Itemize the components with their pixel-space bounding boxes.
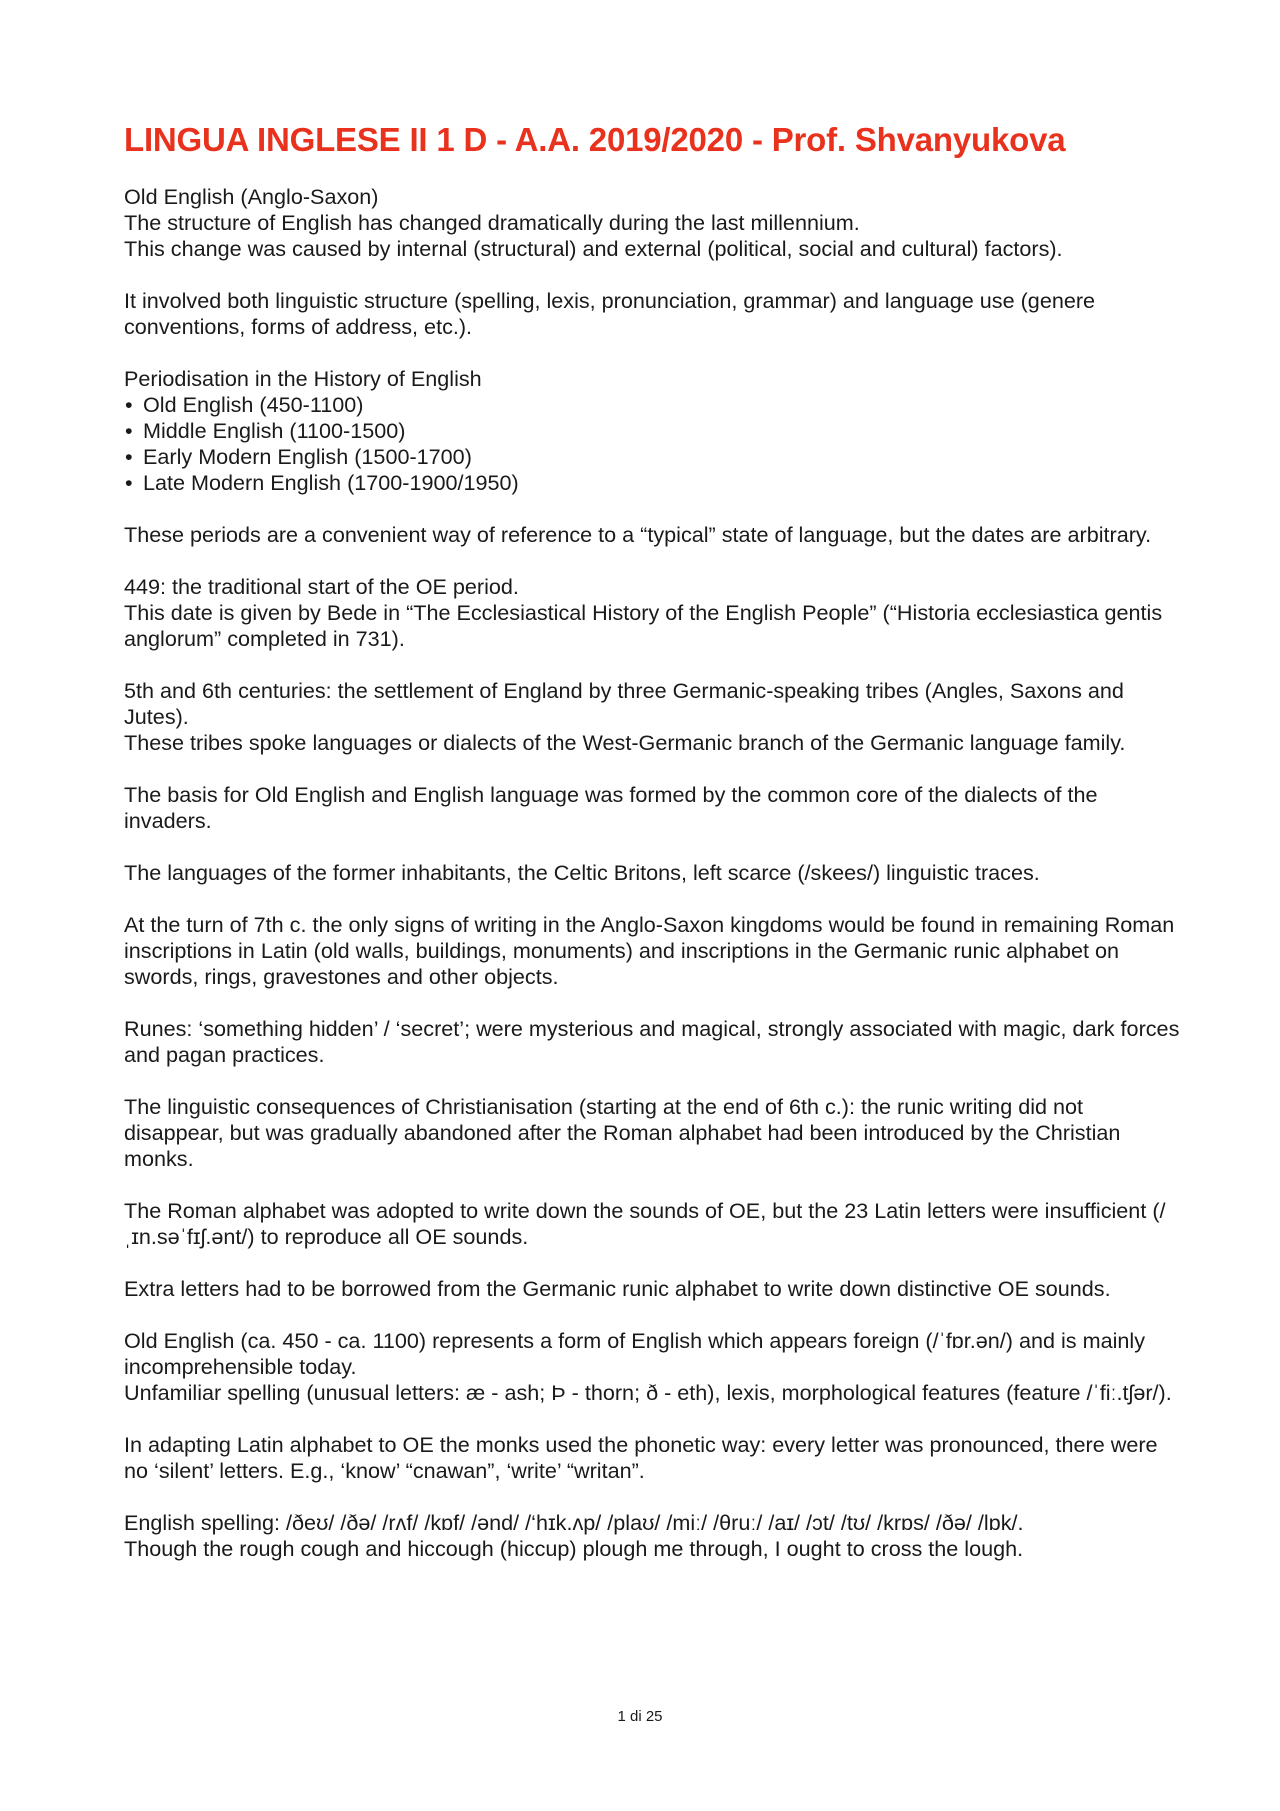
paragraph [124,1198,1184,1250]
paragraph [124,1016,1184,1068]
paragraph [124,860,1184,886]
page-number: 1 di 25 [617,1708,663,1725]
text-line: Old English (Anglo-Saxon) [124,183,379,209]
text-line: Runes: ‘something hidden’ / ‘secret’; were mysterious and magical, strongly associated with magic, dark forces and pagan practices. [124,1015,1180,1067]
period-item [124,392,1184,418]
period-list [124,392,1184,496]
period-label: Old English (450-1100) [143,391,364,417]
period-label: Late Modern English (1700-1900/1950) [143,469,519,495]
paragraph [124,288,1184,340]
text-line: These tribes spoke languages or dialects of the West-Germanic branch of the Germanic language family. [124,729,1126,755]
text-line: Though the rough cough and hiccough (hiccup) plough me through, I ought to cross the lough. [124,1535,1024,1561]
intro-section [124,184,1184,340]
text-line: This date is given by Bede in “The Ecclesiastical History of the English People” (“Historia ecclesiastica gentis anglorum” completed in 731). [124,599,1163,651]
paragraph [124,574,1184,652]
text-line: 5th and 6th centuries: the settlement of England by three Germanic-speaking tribes (Angles, Saxons and Jutes). [124,677,1124,729]
text-line: The languages of the former inhabitants, the Celtic Britons, left scarce (/skees/) linguistic traces. [124,859,1040,885]
text-line: These periods are a convenient way of reference to a “typical” state of language, but the dates are arbitrary. [124,521,1152,547]
text-line: This change was caused by internal (structural) and external (political, social and cultural) factors). [124,235,1063,261]
document-title: LINGUA INGLESE II 1 D - A.A. 2019/2020 - Prof. Shvanyukova [124,121,1066,158]
paragraph [124,1432,1184,1484]
text-line: It involved both linguistic structure (spelling, lexis, pronunciation, grammar) and language use (genere conventions, forms of address, etc.). [124,287,1096,339]
bullet-icon: • [125,443,133,469]
document-page [124,120,1184,1588]
paragraph [124,912,1184,990]
text-line: Extra letters had to be borrowed from the Germanic runic alphabet to write down distinctive OE sounds. [124,1275,1111,1301]
paragraph [124,678,1184,756]
periodisation-heading: Periodisation in the History of English [124,365,482,391]
body-section [124,522,1184,1562]
bullet-icon: • [125,469,133,495]
paragraph [124,1094,1184,1172]
period-label: Early Modern English (1500-1700) [143,443,472,469]
text-line: Unfamiliar spelling (unusual letters: æ - ash; Þ - thorn; ð - eth), lexis, morphological features (feature /ˈfiː.tʃər/). [124,1379,1172,1405]
bullet-icon: • [125,391,133,417]
text-line: The basis for Old English and English language was formed by the common core of the dialects of the invaders. [124,781,1098,833]
period-item [124,470,1184,496]
paragraph [124,1328,1184,1406]
text-line: The structure of English has changed dramatically during the last millennium. [124,209,860,235]
period-item [124,418,1184,444]
period-label: Middle English (1100-1500) [143,417,406,443]
paragraph [124,184,1184,262]
text-line: At the turn of 7th c. the only signs of writing in the Anglo-Saxon kingdoms would be found in remaining Roman inscriptions in Latin (old walls, buildings, monuments) and inscriptions in the Germanic runic alphabet on swords, rings, gravestones and other objects. [124,911,1175,989]
paragraph [124,1510,1184,1562]
text-line: Old English (ca. 450 - ca. 1100) represents a form of English which appears foreign (/ˈfɒr.ən/) and is mainly incomprehensible today. [124,1327,1145,1379]
text-line: The Roman alphabet was adopted to write down the sounds of OE, but the 23 Latin letters were insufficient (/ˌɪn.səˈfɪʃ.ənt/) to reproduce all OE sounds. [124,1197,1166,1249]
paragraph [124,1276,1184,1302]
bullet-icon: • [125,417,133,443]
paragraph [124,522,1184,548]
text-line: The linguistic consequences of Christianisation (starting at the end of 6th c.): the runic writing did not disappear, but was gradually abandoned after the Roman alphabet had been introduced by the Christian monks. [124,1093,1121,1171]
period-item [124,444,1184,470]
text-line: In adapting Latin alphabet to OE the monks used the phonetic way: every letter was pronounced, there were no ‘silent’ letters. E.g., ‘know’ “cnawan”, ‘write’ “writan”. [124,1431,1158,1483]
periodisation-section [124,366,1184,496]
text-line: English spelling: /ðeʊ/ /ðə/ /rʌf/ /kɒf/ /ənd/ /‘hɪk.ʌp/ /plaʊ/ /miː/ /θruː/ /aɪ/ /ɔt/ /tʊ/ /krɒs/ /ðə/ /lɒk/. [124,1509,1024,1535]
paragraph [124,782,1184,834]
text-line: 449: the traditional start of the OE period. [124,573,519,599]
